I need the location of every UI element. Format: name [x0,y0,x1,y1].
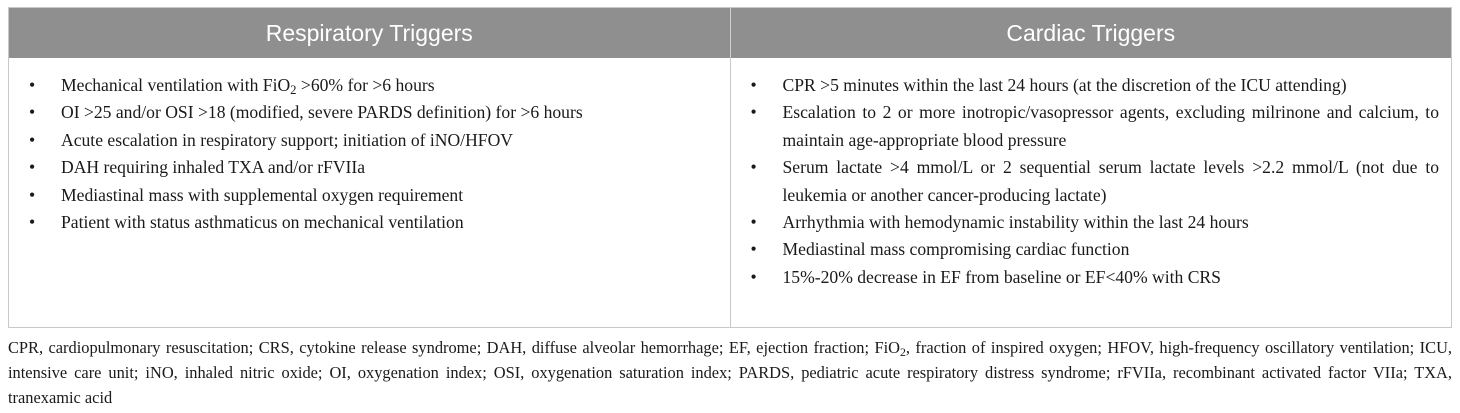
list-item: • DAH requiring inhaled TXA and/or rFVIIa [29,154,718,181]
cardiac-triggers-cell [730,58,1451,327]
list-item: • CPR >5 minutes within the last 24 hours (at the discretion of the ICU attending) [751,72,1440,99]
list-item: • Acute escalation in respiratory support; initiation of iNO/HFOV [29,127,718,154]
bullet-icon: • [750,266,757,287]
list-item: • Serum lactate >4 mmol/L or 2 sequential serum lactate levels >2.2 mmol/L (not due to leukemia or another cancer-producing lactate) [751,154,1440,209]
list-item: • Escalation to 2 or more inotropic/vasopressor agents, excluding milrinone and calcium, to maintain age-appropriate blood pressure [751,99,1440,154]
bullet-icon: • [29,157,36,178]
triggers-table-grid [9,8,1451,327]
bullet-icon: • [750,75,757,95]
bullet-icon: • [750,239,757,260]
list-item: • OI >25 and/or OSI >18 (modified, severe PARDS definition) for >6 hours [29,99,718,126]
table-body-row [9,58,1451,327]
triggers-table [8,7,1452,328]
table-header-row [9,8,1451,58]
bullet-icon: • [750,157,757,178]
bullet-icon: • [750,102,757,123]
bullet-icon: • [29,184,36,205]
respiratory-triggers-header: Respiratory Triggers [9,8,730,58]
bullet-icon: • [29,129,36,150]
respiratory-triggers-list [29,72,718,236]
table-footnote: CPR, cardiopulmonary resuscitation; CRS, cytokine release syndrome; DAH, diffuse alveolar hemorrhage; EF, ejection fraction; FiO$_2$, fraction of inspired oxygen; HFOV, high-frequency oscillatory ventilation; ICU, intensive care unit; iNO, inhaled nitric oxide; OI, oxygenation index; OSI, oxygenation saturation index; PARDS, pediatric acute respiratory distress syndrome; rFVIIa, recombinant activated factor VIIa; TXA, tranexamic acid [8,338,1452,407]
list-item: • Mediastinal mass compromising cardiac function [751,236,1440,263]
list-item: • Patient with status asthmaticus on mechanical ventilation [29,209,718,236]
list-item: • Arrhythmia with hemodynamic instability within the last 24 hours [751,209,1440,236]
cardiac-triggers-header: Cardiac Triggers [730,8,1451,58]
respiratory-triggers-cell [9,58,730,327]
list-item: • Mechanical ventilation with FiO$_2$ >60% for >6 hours [29,72,718,99]
bullet-icon: • [29,102,36,123]
bullet-icon: • [29,75,36,95]
list-item: • Mediastinal mass with supplemental oxygen requirement [29,182,718,209]
cardiac-triggers-list [751,72,1440,291]
bullet-icon: • [29,212,36,233]
list-item: • 15%-20% decrease in EF from baseline or EF<40% with CRS [751,264,1440,291]
bullet-icon: • [750,212,757,233]
